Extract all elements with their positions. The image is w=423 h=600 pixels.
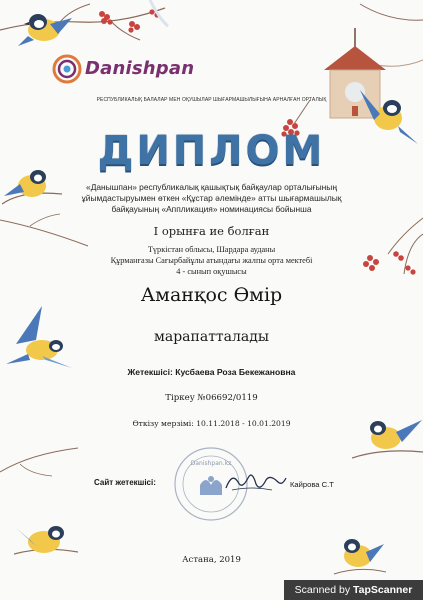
event-period: Өткізу мерзімі: 10.11.2018 - 10.01.2019 [132, 419, 291, 428]
bird-bottom-right-decoration [330, 530, 386, 578]
scanner-watermark [284, 580, 423, 600]
description-line: байқауының «Аппликация» номинациясы бойынша [111, 204, 312, 214]
awarded-text: марапатталады [153, 329, 270, 345]
spiral-logo-icon [52, 54, 82, 84]
supervisor-text: Жетекшісі: Кусбаева Роза Бекежановна [127, 367, 296, 377]
description-line: ұйымдастыруымен өткен «Құстар әлемінде» атты шығармашылық [81, 193, 342, 203]
signature [222, 468, 288, 496]
bird-top-left-decoration [14, 6, 74, 50]
diploma-title: ДИПЛОМ [97, 128, 326, 174]
scanner-brand: TapScanner [353, 584, 413, 596]
center-name: РЕСПУБЛИКАЛЫҚ БАЛАЛАР МЕН ОҚУШЫЛАР ШЫҒАРМАШЫЛЫҒЫНА АРНАЛҒАН ОРТАЛЫҚ [96, 97, 327, 103]
bird-right-bottom-decoration [352, 400, 423, 470]
logo-text: Danishpan [85, 58, 195, 79]
registration-number: Тіркеу №06692/0119 [165, 393, 258, 403]
scanner-prefix: Scanned by [294, 584, 354, 596]
branch-bottom-left-decoration [0, 444, 80, 484]
stamp-text: Danishpan.kz [190, 460, 232, 467]
school-line: 4 - сынып оқушысы [176, 267, 247, 276]
site-head-name: Кайрова С.Т [290, 480, 334, 489]
recipient-name: Аманқос Өмір [140, 284, 283, 306]
logo [52, 54, 252, 94]
site-head-label: Сайт жетекшісі: [94, 478, 156, 487]
description-line: «Данышпан» республикалық қашықтық байқаулар орталығының [86, 182, 337, 192]
school-line: Түркістан облысы, Шардара ауданы [147, 245, 276, 254]
description [70, 182, 353, 215]
school-line: Құрманғазы Сағырбайұлы атындағы жалпы орта мектебі [110, 256, 313, 265]
city-year: Астана, 2019 [182, 555, 241, 565]
place-text: I орынға ие болған [153, 224, 270, 238]
school-info [80, 244, 343, 277]
